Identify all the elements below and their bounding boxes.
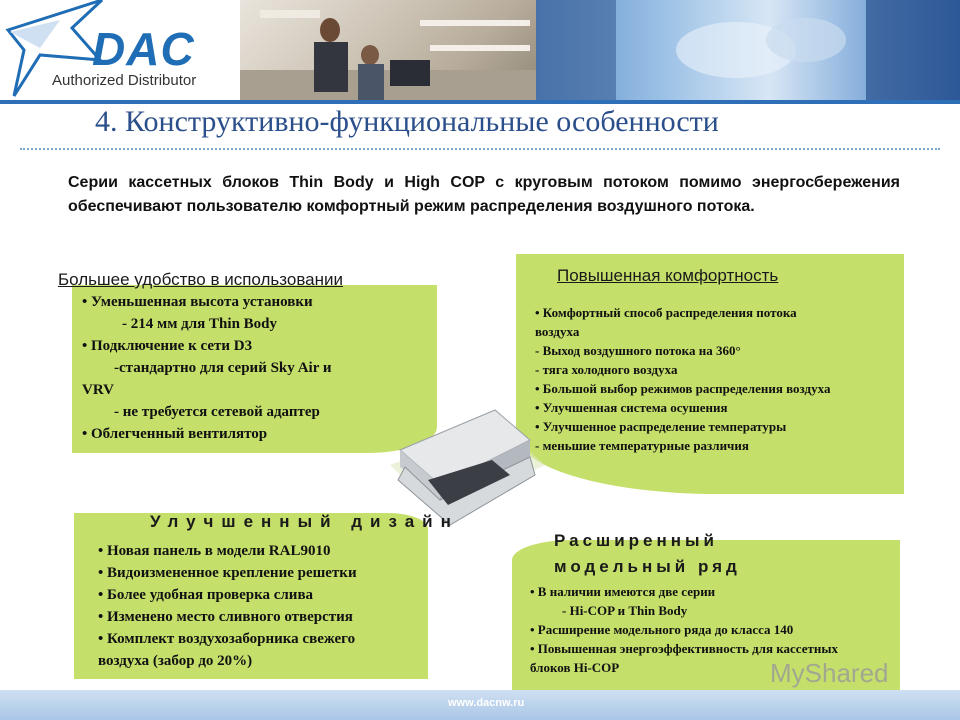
list-item: • Комфортный способ распределения потока <box>535 305 797 320</box>
list-item: - Выход воздушного потока на 360° <box>535 343 741 358</box>
dac-logo <box>0 0 240 103</box>
header-divider <box>0 100 960 104</box>
logo-subtitle: Authorized Distributor <box>52 72 197 89</box>
list-item: • Более удобная проверка слива <box>98 587 314 603</box>
list-item: блоков Hi-COP <box>530 660 620 675</box>
design-heading: Улучшенный дизайн <box>150 512 459 531</box>
logo-brand: DAC <box>92 23 195 75</box>
convenience-heading: Большее удобство в использовании <box>58 270 343 289</box>
comfort-heading: Повышенная комфортность <box>557 266 779 285</box>
list-item: VRV <box>82 382 114 398</box>
range-heading-line1: Расширенный <box>554 531 718 550</box>
world-map-image <box>536 0 960 103</box>
list-item: -стандартно для серий Sky Air и <box>114 360 332 376</box>
list-item: воздуха (забор до 20%) <box>98 653 253 669</box>
range-heading-line2: модельный ряд <box>554 557 741 576</box>
intro-paragraph: Серии кассетных блоков Thin Body и High COP с круговым потоком помимо энергосбережения обеспечивают пользователю комфортный режим распределения воздушного потока. <box>68 174 900 215</box>
list-item: • Улучшенная система осушения <box>535 400 728 415</box>
footer-url[interactable]: www.dacnw.ru <box>448 697 525 709</box>
range-heading <box>554 528 741 580</box>
list-item: • Облегченный вентилятор <box>82 426 268 442</box>
list-item: • Большой выбор режимов распределения воздуха <box>535 381 831 396</box>
list-item: • Комплект воздухозаборника свежего <box>98 631 356 647</box>
list-item: • Повышенная энергоэффективность для кассетных <box>530 641 839 656</box>
office-photo <box>240 0 536 103</box>
list-item: • Улучшенное распределение температуры <box>535 419 787 434</box>
list-item: - Hi-COP и Thin Body <box>562 603 688 618</box>
list-item: • Новая панель в модели RAL9010 <box>98 543 331 559</box>
list-item: • Расширение модельного ряда до класса 140 <box>530 622 794 637</box>
header-banner <box>0 0 960 103</box>
datacenter-photo <box>536 0 960 103</box>
list-item: • Видоизмененное крепление решетки <box>98 565 357 581</box>
comfort-list <box>535 303 905 455</box>
list-item: - 214 мм для Thin Body <box>122 316 278 332</box>
list-item: - меньшие температурные различия <box>535 438 749 453</box>
convenience-list <box>82 291 422 445</box>
design-list <box>98 540 428 672</box>
watermark: MyShared <box>770 658 889 688</box>
list-item: - не требуется сетевой адаптер <box>114 404 320 420</box>
list-item: воздуха <box>535 324 580 339</box>
list-item: • Изменено место сливного отверстия <box>98 609 353 625</box>
title-divider <box>20 148 940 150</box>
list-item: - тяга холодного воздуха <box>535 362 678 377</box>
office-people-image <box>240 0 536 103</box>
page-title: 4. Конструктивно-функциональные особенности <box>95 105 719 138</box>
list-item: • Подключение к сети D3 <box>82 338 253 354</box>
list-item: • В наличии имеются две серии <box>530 584 716 599</box>
list-item: • Уменьшенная высота установки <box>82 294 313 310</box>
